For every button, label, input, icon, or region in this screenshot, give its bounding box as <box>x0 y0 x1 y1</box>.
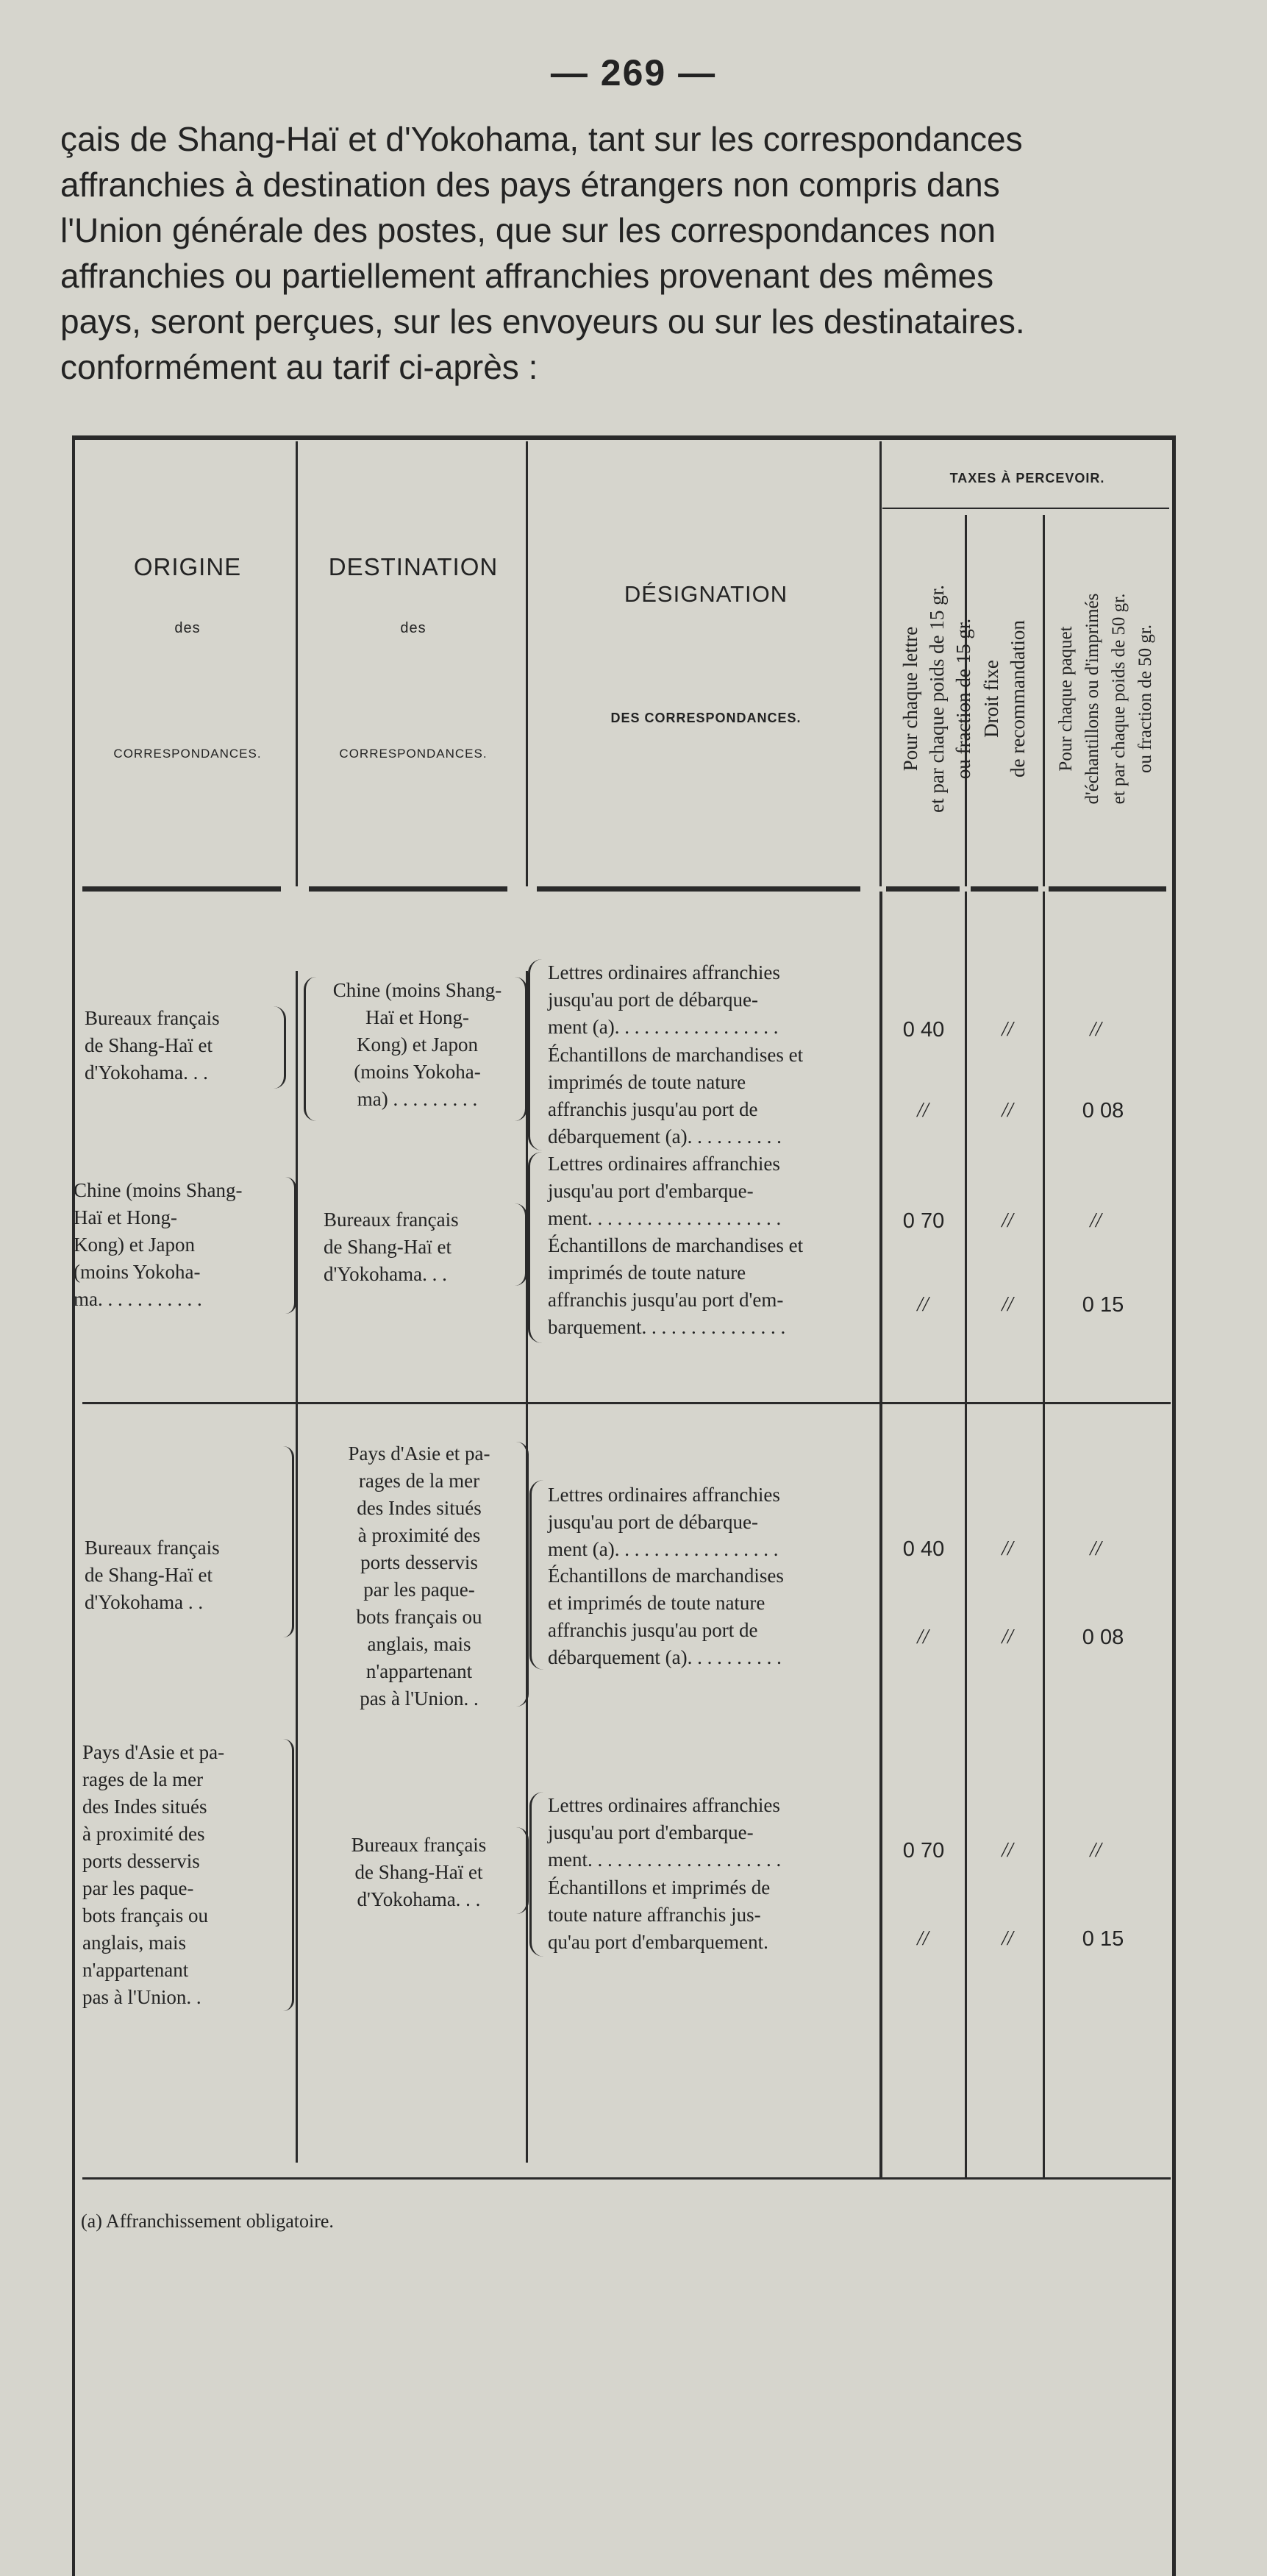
tax-droit: // <box>1002 1626 1013 1648</box>
tax-lettre: 0 40 <box>902 1018 945 1042</box>
col-lettre-line: Pour chaque lettre <box>899 626 921 772</box>
cell-line: d'Yokohama . . <box>85 1591 204 1613</box>
tax-droit: // <box>1002 1537 1013 1560</box>
cell-line: affranchis jusqu'au port d'em- <box>548 1289 784 1311</box>
cell-line: n'appartenant <box>365 1660 473 1682</box>
tax-paquet: // <box>1090 1839 1102 1862</box>
header-designation-sub: DES CORRESPONDANCES. <box>610 711 802 725</box>
cell-line: ma) . . . . . . . . . <box>357 1088 478 1110</box>
cell-line: Haï et Hong- <box>74 1206 177 1228</box>
cell-line: Haï et Hong- <box>365 1006 469 1028</box>
cell-line: d'Yokohama. . . <box>324 1263 447 1285</box>
cell-line: ment. . . . . . . . . . . . . . . . . . . . <box>548 1207 782 1229</box>
row-origine <box>85 1005 283 1086</box>
cell-line: anglais, mais <box>367 1633 471 1655</box>
cell-line: de Shang-Haï et <box>85 1034 213 1056</box>
row-designation-b <box>548 1562 879 1671</box>
col-paquet-line: Pour chaque paquet <box>1056 626 1076 772</box>
header-rule <box>971 886 1038 892</box>
cell-line: barquement. . . . . . . . . . . . . . . <box>548 1316 786 1338</box>
row-designation-a <box>548 1150 879 1232</box>
cell-line: ma. . . . . . . . . . . <box>74 1288 202 1310</box>
brace <box>529 1792 543 1957</box>
brace <box>283 1739 294 2011</box>
intro-line: çais de Shang-Haï et d'Yokohama, tant sur les correspondances <box>60 120 1023 158</box>
cell-line: ment (a). . . . . . . . . . . . . . . . . <box>548 1016 779 1038</box>
intro-line: affranchies ou partiellement affranchies provenant des mêmes <box>60 257 994 295</box>
cell-line: (moins Yokoha- <box>74 1261 201 1283</box>
cell-line: Échantillons de marchandises et <box>548 1044 804 1066</box>
tax-paquet: 0 15 <box>1082 1293 1124 1317</box>
cell-line: affranchis jusqu'au port de <box>548 1098 758 1120</box>
cell-line: de Shang-Haï et <box>324 1236 452 1258</box>
brace <box>528 1152 542 1343</box>
cell-line: affranchis jusqu'au port de <box>548 1619 758 1641</box>
cell-line: ports desservis <box>82 1850 200 1872</box>
cell-line: Bureaux français <box>85 1537 220 1559</box>
brace <box>528 959 542 1150</box>
row-destination <box>313 977 522 1113</box>
intro-line: l'Union générale des postes, que sur les correspondances non <box>60 211 996 249</box>
table-bottom-rule <box>82 2177 1171 2180</box>
cell-line: Lettres ordinaires affranchies <box>548 961 780 983</box>
section-separator <box>82 1402 1171 1404</box>
tax-lettre: 0 70 <box>902 1839 945 1862</box>
tax-paquet: 0 08 <box>1082 1099 1124 1122</box>
header-designation: DÉSIGNATION <box>624 581 788 607</box>
header-destination-des: des <box>400 620 427 636</box>
brace <box>516 1442 529 1707</box>
cell-line: bots français ou <box>356 1606 482 1628</box>
row-destination <box>316 1440 522 1712</box>
cell-line: n'appartenant <box>82 1959 189 1981</box>
header-rule <box>1049 886 1166 892</box>
row-origine <box>82 1739 288 2011</box>
header-col-paquet <box>1053 522 1159 875</box>
header-divider <box>1043 515 1045 886</box>
row-designation-b <box>548 1232 879 1341</box>
header-origine: ORIGINE <box>133 553 242 580</box>
tax-droit: // <box>1002 1839 1013 1862</box>
brace <box>515 1203 527 1286</box>
body-divider <box>879 892 882 2179</box>
cell-line: rages de la mer <box>358 1470 480 1492</box>
header-divider <box>296 441 298 886</box>
taxes-underline <box>882 508 1169 509</box>
header-destination-correspondances: CORRESPONDANCES. <box>339 747 488 761</box>
row-designation-a <box>548 1481 879 1563</box>
cell-line: ment (a). . . . . . . . . . . . . . . . . <box>548 1538 779 1560</box>
cell-line: Kong) et Japon <box>74 1234 195 1256</box>
brace <box>283 1446 294 1637</box>
row-origine <box>85 1534 290 1616</box>
cell-line: débarquement (a). . . . . . . . . . <box>548 1646 782 1668</box>
col-paquet-line: ou fraction de 50 gr. <box>1135 624 1155 774</box>
cell-line: Bureaux français <box>351 1834 487 1856</box>
cell-line: jusqu'au port de débarque- <box>548 1511 759 1533</box>
header-taxes: TAXES À PERCEVOIR. <box>949 471 1105 485</box>
cell-line: d'Yokohama. . . <box>85 1061 208 1084</box>
cell-line: par les paque- <box>363 1579 475 1601</box>
cell-line: (moins Yokoha- <box>354 1061 481 1083</box>
cell-line: Échantillons de marchandises <box>548 1565 784 1587</box>
header-origine-des: des <box>174 620 201 636</box>
brace <box>516 1827 529 1914</box>
cell-line: rages de la mer <box>82 1768 204 1790</box>
col-lettre-line: et par chaque poids de 15 gr. <box>926 585 948 813</box>
tax-lettre: 0 40 <box>902 1537 945 1561</box>
body-divider <box>296 971 298 2163</box>
footnote: (a) Affranchissement obligatoire. <box>81 2210 334 2232</box>
tax-droit: // <box>1002 1209 1013 1232</box>
header-rule <box>82 886 281 892</box>
row-designation-b <box>548 1874 879 1956</box>
row-designation-b <box>548 1042 879 1150</box>
cell-line: ports desservis <box>360 1551 478 1573</box>
cell-line: Échantillons et imprimés de <box>548 1876 771 1899</box>
header-divider <box>526 441 528 886</box>
cell-line: pas à l'Union. . <box>82 1986 201 2008</box>
cell-line: Lettres ordinaires affranchies <box>548 1153 780 1175</box>
cell-line: des Indes situés <box>82 1796 207 1818</box>
header-destination: DESTINATION <box>328 553 499 580</box>
tax-droit: // <box>1002 1293 1013 1316</box>
cell-line: Pays d'Asie et pa- <box>348 1442 490 1465</box>
body-divider <box>1043 892 1045 2179</box>
col-lettre-line: ou fraction de 15 gr. <box>952 618 974 780</box>
cell-line: des Indes situés <box>357 1497 482 1519</box>
tax-paquet: // <box>1090 1209 1102 1232</box>
tax-lettre: 0 70 <box>902 1209 945 1233</box>
row-origine <box>74 1177 287 1313</box>
cell-line: Bureaux français <box>85 1007 220 1029</box>
cell-line: Kong) et Japon <box>357 1033 478 1056</box>
brace <box>529 1480 543 1670</box>
cell-line: à proximité des <box>82 1823 205 1845</box>
body-divider <box>965 892 967 2179</box>
col-droit-line: Droit fixe <box>980 660 1002 738</box>
cell-line: Chine (moins Shang- <box>74 1179 243 1201</box>
cell-line: débarquement (a). . . . . . . . . . <box>548 1125 782 1148</box>
row-destination <box>318 1832 520 1913</box>
cell-line: Bureaux français <box>324 1209 459 1231</box>
tax-lettre: // <box>917 1099 929 1122</box>
header-rule <box>886 886 960 892</box>
intro-line: affranchies à destination des pays étrangers non compris dans <box>60 166 1000 204</box>
cell-line: pas à l'Union. . <box>360 1687 479 1709</box>
cell-line: jusqu'au port d'embarque- <box>548 1180 754 1202</box>
cell-line: toute nature affranchis jus- <box>548 1904 761 1926</box>
tax-paquet: // <box>1090 1018 1102 1041</box>
cell-line: jusqu'au port d'embarque- <box>548 1821 754 1843</box>
table-left-border <box>72 435 75 2576</box>
tax-droit: // <box>1002 1099 1013 1122</box>
cell-line: et imprimés de toute nature <box>548 1592 765 1614</box>
cell-line: bots français ou <box>82 1904 208 1926</box>
tax-droit: // <box>1002 1927 1013 1950</box>
cell-line: Lettres ordinaires affranchies <box>548 1484 780 1506</box>
cell-line: qu'au port d'embarquement. <box>548 1931 768 1953</box>
col-paquet-line: d'échantillons ou d'imprimés <box>1082 593 1102 805</box>
cell-line: par les paque- <box>82 1877 194 1899</box>
cell-line: d'Yokohama. . . <box>357 1888 481 1910</box>
brace <box>285 1177 296 1314</box>
header-col-droit <box>978 522 1031 875</box>
table-top-rule <box>72 435 1175 440</box>
cell-line: Chine (moins Shang- <box>332 979 502 1001</box>
row-designation-a <box>548 959 879 1041</box>
intro-line: pays, seront perçues, sur les envoyeurs ou sur les destinataires. <box>60 302 1025 341</box>
tax-lettre: // <box>917 1293 929 1316</box>
cell-line: imprimés de toute nature <box>548 1262 746 1284</box>
header-divider <box>879 441 882 886</box>
cell-line: Pays d'Asie et pa- <box>82 1741 225 1763</box>
tax-lettre: // <box>917 1927 929 1950</box>
row-destination <box>324 1206 522 1288</box>
cell-line: Échantillons de marchandises et <box>548 1234 804 1256</box>
row-designation-a <box>548 1792 879 1874</box>
col-droit-line: de recommandation <box>1007 620 1029 778</box>
brace <box>515 977 527 1121</box>
table-right-border <box>1172 435 1176 2576</box>
cell-line: de Shang-Haï et <box>354 1861 483 1883</box>
cell-line: de Shang-Haï et <box>85 1564 213 1586</box>
cell-line: imprimés de toute nature <box>548 1071 746 1093</box>
intro-line: conformément au tarif ci-après : <box>60 348 538 386</box>
header-col-lettre <box>897 522 977 875</box>
cell-line: ment. . . . . . . . . . . . . . . . . . . . <box>548 1849 782 1871</box>
tax-lettre: // <box>917 1626 929 1648</box>
cell-line: anglais, mais <box>82 1932 186 1954</box>
col-paquet-line: et par chaque poids de 50 gr. <box>1109 593 1129 805</box>
cell-line: jusqu'au port de débarque- <box>548 989 759 1011</box>
page-number: — 269 — <box>550 52 717 93</box>
cell-line: Lettres ordinaires affranchies <box>548 1794 780 1816</box>
tax-paquet: 0 08 <box>1082 1626 1124 1649</box>
brace <box>274 1006 286 1089</box>
tax-paquet: 0 15 <box>1082 1927 1124 1951</box>
cell-line: à proximité des <box>357 1524 481 1546</box>
tax-droit: // <box>1002 1018 1013 1041</box>
tax-paquet: // <box>1090 1537 1102 1560</box>
header-rule <box>309 886 507 892</box>
header-origine-correspondances: CORRESPONDANCES. <box>113 747 262 761</box>
header-rule <box>537 886 860 892</box>
